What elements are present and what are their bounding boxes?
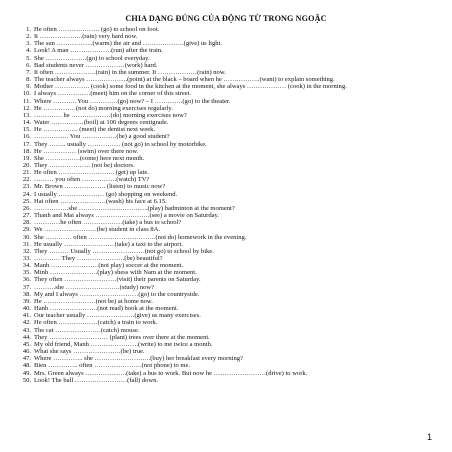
exercise-number: 44.	[22, 333, 31, 341]
exercise-number: 28.	[22, 219, 31, 227]
exercise-number: 32.	[22, 247, 31, 255]
exercise-number: 11.	[23, 97, 31, 105]
exercise-item	[20, 83, 436, 90]
exercise-item	[20, 291, 436, 298]
exercise-number: 18.	[22, 147, 31, 155]
exercise-number: 26.	[22, 204, 31, 212]
exercise-item	[20, 284, 436, 291]
exercise-list	[20, 26, 436, 384]
exercise-item	[20, 33, 436, 40]
exercise-text: What she says ………………….(be) true.	[34, 348, 145, 356]
exercise-text: She …………….(come) here next month.	[34, 154, 145, 162]
exercise-number: 50.	[22, 376, 31, 384]
exercise-item	[20, 341, 436, 348]
exercise-item	[20, 148, 436, 155]
exercise-number: 3.	[26, 40, 31, 48]
exercise-number: 43.	[22, 326, 31, 334]
exercise-number: 48.	[22, 362, 31, 370]
exercise-item	[20, 241, 436, 248]
exercise-text: He often ………………(catch) a train to work.	[34, 319, 158, 327]
exercise-number: 23.	[22, 183, 31, 191]
exercise-text: He ……………. (meet) the dentist next week.	[34, 126, 156, 134]
exercise-item	[20, 55, 436, 62]
exercise-number: 39.	[22, 297, 31, 305]
exercise-item	[20, 47, 436, 54]
exercise-number: 7.	[26, 68, 31, 76]
exercise-number: 37.	[22, 283, 31, 291]
exercise-number: 24.	[22, 190, 31, 198]
exercise-text: She ……………….(go) to school everyday.	[34, 54, 150, 62]
exercise-number: 14.	[22, 119, 31, 127]
exercise-text: I always ……………(meet) him on the corner of this street.	[34, 90, 192, 98]
exercise-text: She ………… often ………………………….(not do) homework in the evening.	[34, 233, 247, 241]
exercise-item	[20, 212, 436, 219]
exercise-number: 41.	[22, 312, 31, 320]
exercise-number: 42.	[22, 319, 31, 327]
exercise-item	[20, 155, 436, 162]
exercise-text: Water ……………(boil) at 100 degrees centigrade.	[34, 119, 169, 127]
exercise-item	[20, 276, 436, 283]
exercise-number: 1.	[26, 26, 31, 33]
exercise-item	[20, 191, 436, 198]
exercise-text: The cat …………………(catch) mouse.	[34, 326, 140, 334]
exercise-text: Hanh ………………….(not read) book at the moment.	[34, 305, 179, 313]
exercise-text: It ………………..(rain) very hard now.	[34, 33, 138, 41]
exercise-item	[20, 105, 436, 112]
exercise-item	[20, 305, 436, 312]
exercise-number: 31.	[22, 240, 31, 248]
exercise-text: The sun ……………..(warm) the air and ……………….(give) us light.	[34, 40, 223, 48]
exercise-number: 6.	[26, 61, 31, 69]
exercise-item	[20, 90, 436, 97]
exercise-item	[20, 98, 436, 105]
exercise-number: 12.	[22, 104, 31, 112]
exercise-number: 21.	[22, 169, 31, 177]
exercise-item	[20, 334, 436, 341]
exercise-text: He often ………………. (go) to school on foot.	[34, 26, 160, 33]
exercise-number: 5.	[26, 54, 31, 62]
exercise-item	[20, 327, 436, 334]
exercise-text: Bad students never ………………(work) hard.	[34, 61, 158, 69]
exercise-number: 4.	[26, 47, 31, 55]
exercise-text: ……… you often …………….(watch) TV?	[34, 176, 150, 184]
exercise-text: I usually ………………… (go) shopping on weekend.	[34, 190, 178, 198]
exercise-item	[20, 348, 436, 355]
exercise-text: ……………. You …………….(be) a good student?	[34, 133, 170, 141]
exercise-number: 33.	[22, 255, 31, 262]
exercise-text: He ……………(not do) morning exercises regularly.	[34, 104, 173, 112]
exercise-number: 49.	[22, 369, 31, 377]
exercise-number: 2.	[26, 33, 31, 41]
exercise-number: 17.	[22, 140, 31, 148]
exercise-item	[20, 112, 436, 119]
exercise-text: Where ……….. You ………….(go) now? – I ………….(go) to the theater.	[34, 97, 231, 105]
exercise-text: Look! The ball ……………………(fall) down.	[34, 376, 159, 384]
exercise-text: He often …………………….. (get) up late.	[34, 169, 149, 177]
exercise-number: 27.	[22, 212, 31, 220]
exercise-text: They ……… Usually ……………………(not go) to school by bike.	[34, 247, 214, 255]
exercise-item	[20, 362, 436, 369]
exercise-item	[20, 26, 436, 33]
page-title: CHIA DẠNG ĐÚNG CỦA ĐỘNG TỪ TRONG NGOẶC	[125, 14, 327, 23]
exercise-item	[20, 255, 436, 262]
exercise-item	[20, 226, 436, 233]
exercise-item	[20, 126, 436, 133]
exercise-item	[20, 248, 436, 255]
exercise-text: …………he often ………………(take) a bus to school?	[34, 219, 182, 227]
exercise-text: Mother ……………. (cook) some food in the kitchen at the moment, she always ……………… (cook) in the morning.	[34, 83, 347, 91]
exercise-text: Our teacher usually ………………….(give) us many exercises.	[34, 312, 201, 320]
exercise-number: 45.	[22, 340, 31, 348]
exercise-item	[20, 370, 436, 377]
page-number: 1	[426, 432, 432, 442]
exercise-item	[20, 262, 436, 269]
exercise-text: He usually ………………….. (take) a taxi to the airport.	[34, 240, 183, 248]
exercise-text: ………… They ………………….(be) beautiful?	[34, 255, 163, 262]
exercise-item	[20, 234, 436, 241]
exercise-item	[20, 205, 436, 212]
exercise-number: 16.	[22, 133, 31, 141]
exercise-text: He ……………………(not be) at home now.	[34, 297, 153, 305]
exercise-text: They often ……………………(visit) their parents on Saturday.	[34, 276, 201, 284]
exercise-number: 15.	[22, 126, 31, 134]
exercise-number: 22.	[22, 176, 31, 184]
exercise-item	[20, 319, 436, 326]
exercise-item	[20, 62, 436, 69]
exercise-text: …………. he ………………(do) morning exercises now?	[34, 111, 187, 119]
exercise-text: Bien ………….. often ………………….(not phone) to me.	[34, 362, 191, 370]
exercise-text: It often ……………….(rain) in the summer. It ………………(rain) now.	[34, 68, 226, 76]
exercise-text: We ……………………(be) student in class 8A.	[34, 226, 161, 234]
exercise-item	[20, 169, 436, 176]
exercise-item	[20, 198, 436, 205]
exercise-text: My old friend, Manh ………………….(write) to me twice a month.	[34, 340, 213, 348]
exercise-text: He …………… (swim) over there now.	[34, 147, 139, 155]
exercise-text: They ………………. (not be) doctors.	[34, 161, 135, 169]
exercise-text: Minh ………………….(play) shess with Nam at the moment.	[34, 269, 197, 277]
exercise-text: Where ………….. she ……………………..(buy) her breakfast every morning?	[34, 355, 243, 363]
exercise-number: 30.	[22, 233, 31, 241]
exercise-number: 38.	[22, 290, 31, 298]
exercise-number: 36.	[22, 276, 31, 284]
exercise-text: ……….she …………………….(study) now?	[34, 283, 155, 291]
exercise-number: 35.	[22, 269, 31, 277]
exercise-text: Hai often …………………(wash) his face at 6.15.	[34, 197, 167, 205]
exercise-item	[20, 183, 436, 190]
exercise-number: 19.	[22, 154, 31, 162]
exercise-text: …………….she …………………………..(play) badminton at the moment?	[34, 204, 235, 212]
exercise-item	[20, 162, 436, 169]
exercise-item	[20, 312, 436, 319]
exercise-item	[20, 40, 436, 47]
exercise-number: 9.	[26, 83, 31, 91]
exercise-text: Manh ………………….(not play) soccer at the moment.	[34, 262, 184, 270]
exercise-text: They …….. usually …………… (not go) to school by motorbike.	[34, 140, 207, 148]
exercise-text: Mrs. Green always ……………….(take) a bus to work. But now he ……………………(drive) to work.	[34, 369, 308, 377]
exercise-text: My and I always ………………………(go) to the countryside.	[34, 290, 200, 298]
exercise-item	[20, 133, 436, 140]
exercise-number: 34.	[22, 262, 31, 270]
exercise-item	[20, 141, 436, 148]
exercise-item	[20, 355, 436, 362]
exercise-number: 29.	[22, 226, 31, 234]
exercise-item	[20, 298, 436, 305]
exercise-item	[20, 69, 436, 76]
exercise-item	[20, 377, 436, 384]
exercise-text: They ……………………… (plant) trees over there at the moment.	[34, 333, 210, 341]
exercise-item	[20, 269, 436, 276]
exercise-item	[20, 219, 436, 226]
exercise-number: 8.	[26, 76, 31, 84]
exercise-number: 25.	[22, 197, 31, 205]
exercise-number: 10.	[22, 90, 31, 98]
exercise-item	[20, 176, 436, 183]
exercise-item	[20, 119, 436, 126]
exercise-text: The teacher always ……………….(point) at the black – board when he ……………..(want) to explain something.	[34, 76, 335, 84]
exercise-number: 20.	[22, 161, 31, 169]
exercise-item	[20, 76, 436, 83]
exercise-number: 13.	[22, 111, 31, 119]
exercise-text: Thanh and Mai always …………………….(see) a movie on Saturday.	[34, 212, 220, 220]
exercise-text: Look! A man ……………….(run) after the train.	[34, 47, 163, 55]
exercise-number: 47.	[22, 355, 31, 363]
exercise-text: Mr. Brown ………………. (listen) to music now?	[34, 183, 166, 191]
exercise-number: 40.	[22, 305, 31, 313]
exercise-number: 46.	[22, 348, 31, 356]
